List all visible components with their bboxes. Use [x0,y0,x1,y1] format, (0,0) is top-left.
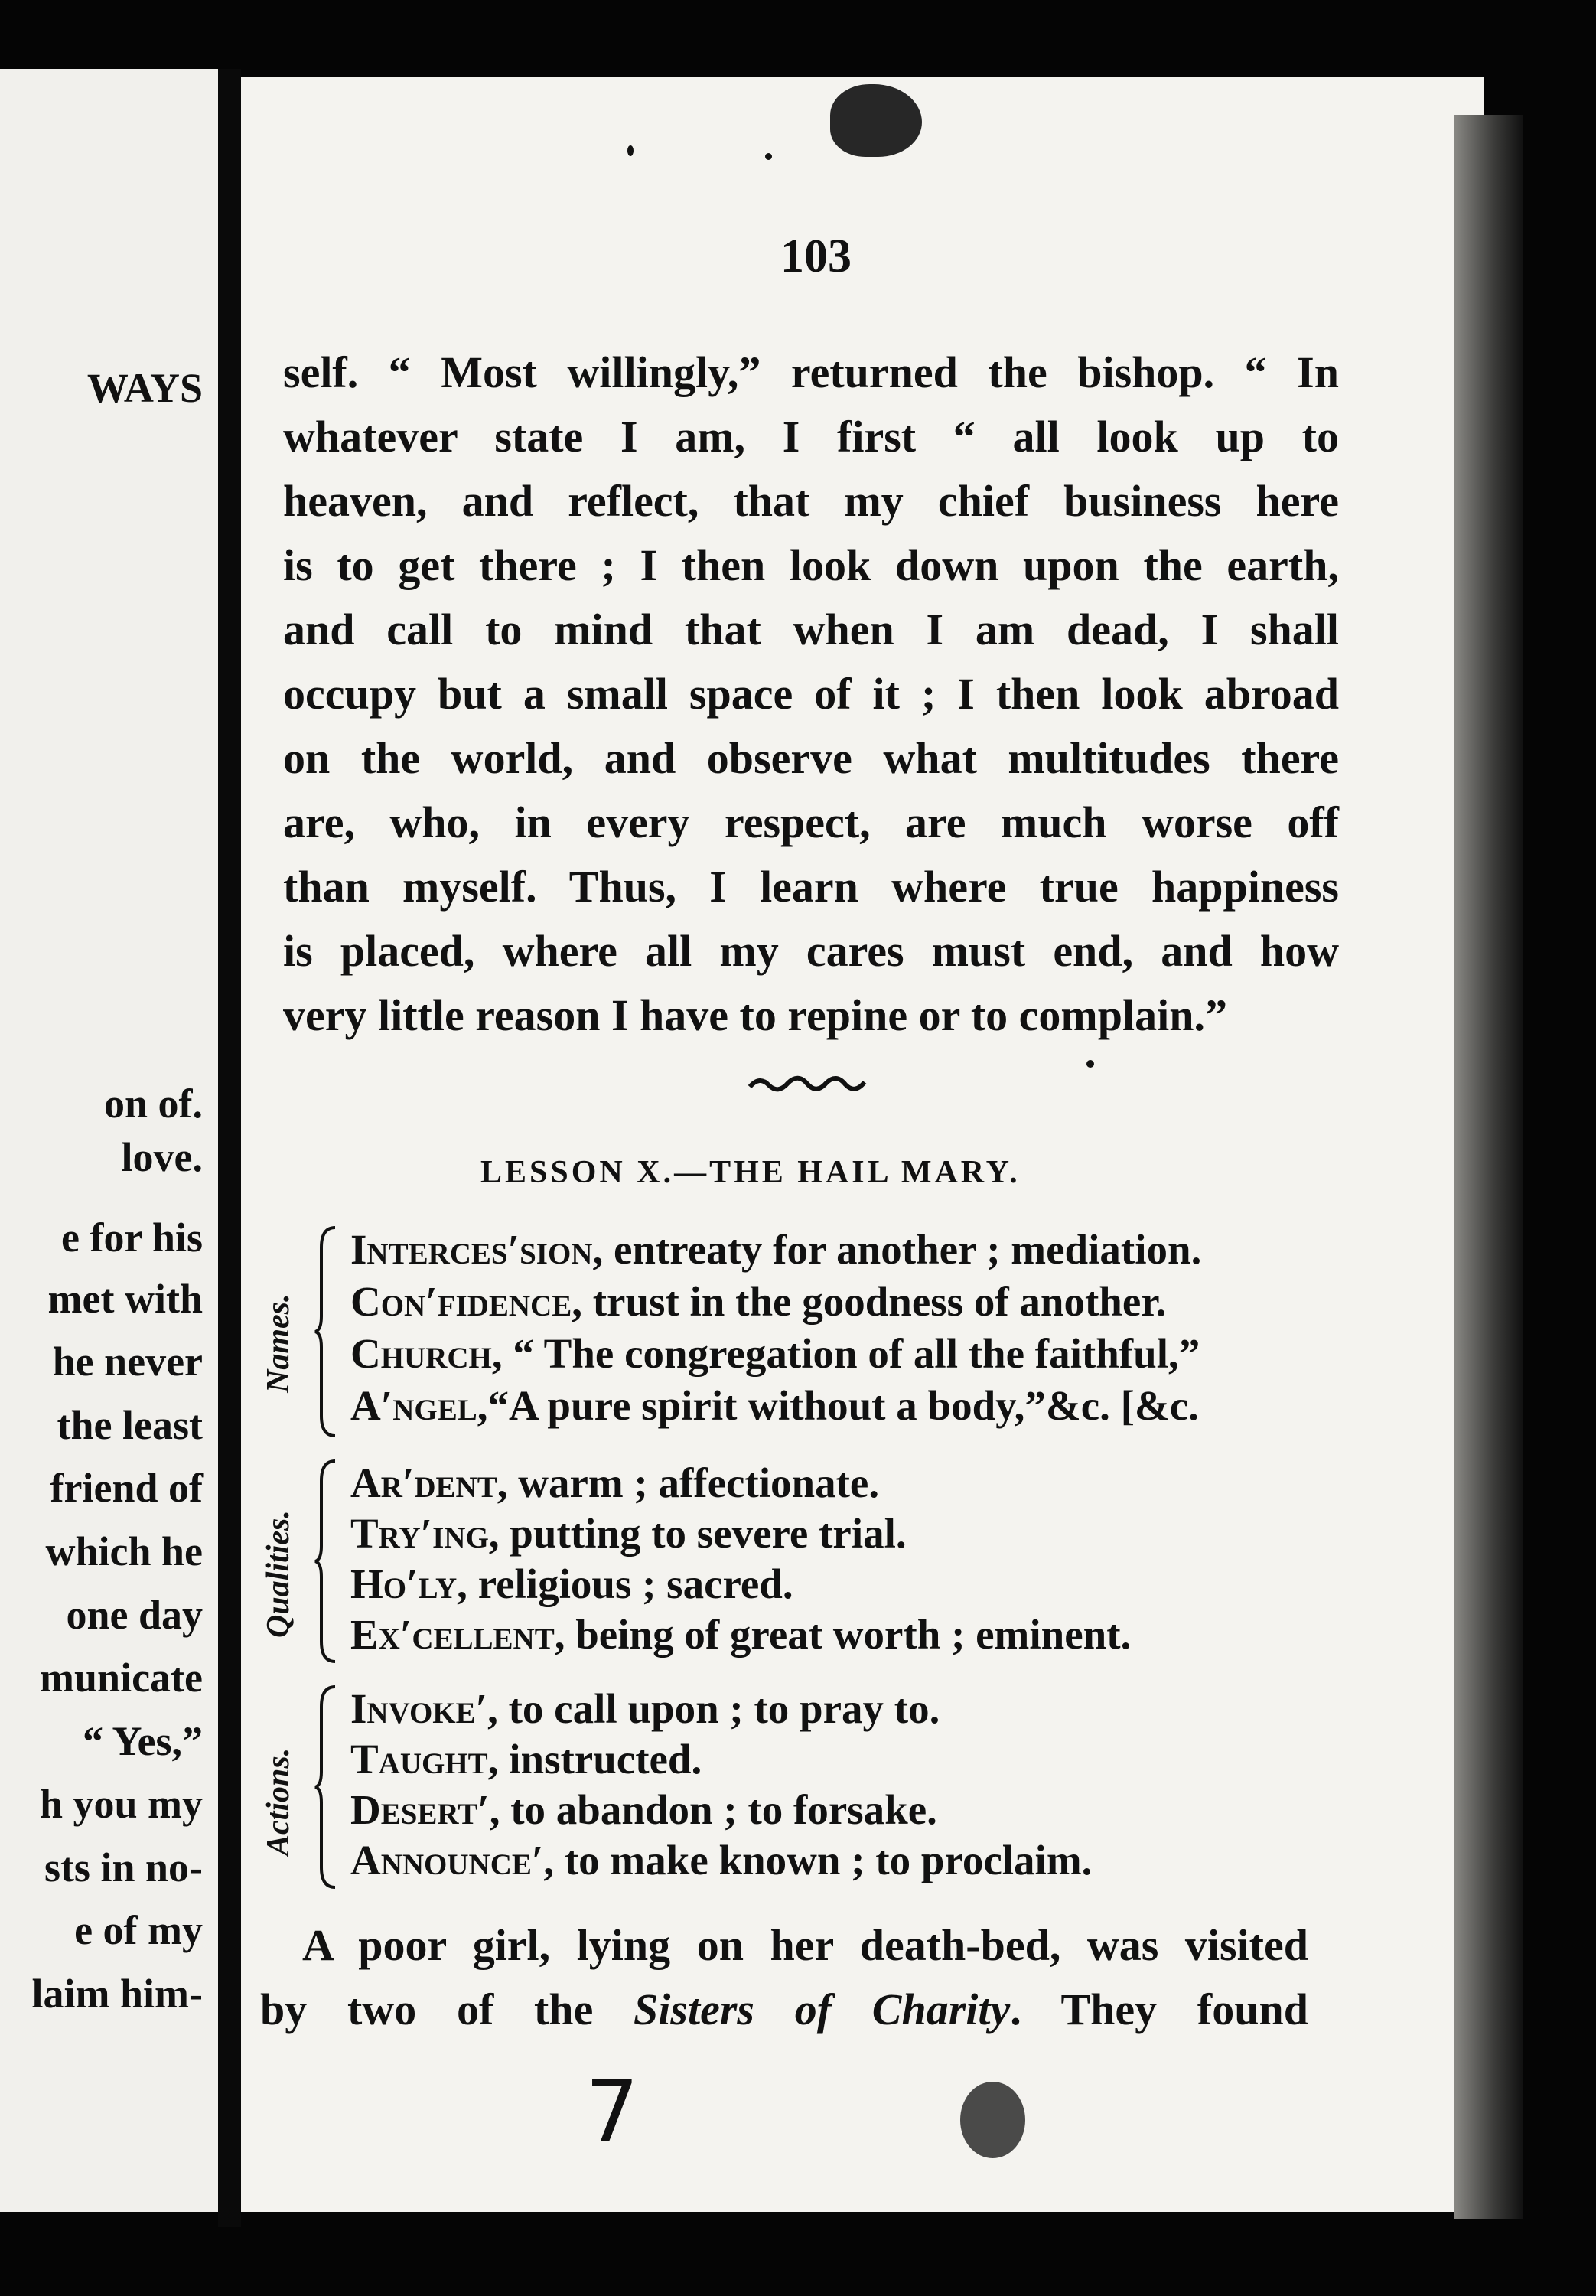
vocab-word: Ar′dent, [350,1459,508,1506]
text-line: heaven, and reflect, that my chief business here [283,476,1339,526]
text-line: occupy but a small space of it ; I then look abroad [283,669,1339,719]
text-line: is to get there ; I then look down upon the earth, [283,540,1339,590]
left-page-fragment: municate [40,1655,203,1701]
text-line: whatever state I am, I first “ all look up to [283,412,1339,461]
group-label-names: Names. [261,1293,296,1393]
book-gutter [218,69,241,2227]
vocab-entry [350,1734,702,1785]
vocab-word: Try′ing, [350,1510,500,1557]
vocab-definition: warm ; affectionate. [507,1459,880,1506]
left-page-fragment: love. [121,1134,203,1180]
vocab-definition: to call upon ; to pray to. [497,1685,940,1732]
page-edge-shadow [1454,115,1523,2219]
left-page-fragment: the least [57,1402,203,1448]
text-line: self. “ Most willingly,” returned the bishop. “ In [283,347,1339,397]
left-page-fragment: he never [52,1339,203,1384]
vocab-definition: “ The congregation of all the faithful,” [502,1330,1200,1377]
text-line: A poor girl, lying on her death-bed, was visited [302,1920,1308,1970]
vocab-entry [350,1458,879,1508]
bottom-paragraph [260,1913,1308,2042]
top-paragraph [283,341,1339,1048]
brace-icon [314,1225,337,1439]
brace-icon [314,1458,337,1665]
vocab-word: Interces′sion, [350,1226,604,1273]
left-page-fragment: laim him- [31,1971,203,2017]
vocab-entry [350,1609,1131,1660]
vocab-definition: putting to severe trial. [499,1510,907,1557]
left-page-fragment: friend of [50,1465,203,1511]
text-line: than myself. Thus, I learn where true happiness [283,862,1339,912]
vocab-word: Desert′, [350,1786,500,1833]
vocab-definition: being of great worth ; eminent. [565,1611,1132,1658]
group-label-actions: Actions. [261,1747,296,1856]
group-label-qualities: Qualities. [261,1510,296,1638]
left-page-fragment: h you my [39,1781,203,1827]
vocab-definition: to make known ; to proclaim. [554,1837,1093,1883]
left-page-fragment: e of my [74,1907,203,1953]
text-line: are, who, in every respect, are much worse off [283,797,1339,847]
lesson-title: LESSON X.—THE HAIL MARY. [480,1155,1021,1190]
vocab-entry [350,1381,1199,1431]
text-line: is placed, where all my cares must end, and how [283,926,1339,976]
left-page-fragment: one day [66,1592,203,1638]
left-page-fragment: “ Yes,” [83,1718,203,1764]
vocab-definition: religious ; sacred. [467,1561,793,1607]
left-page-fragment: WAYS [86,365,203,411]
vocab-definition: entreaty for another ; mediation. [603,1226,1202,1273]
left-page [0,69,223,2212]
ink-stain-bottom [960,2082,1025,2158]
vocab-entry [350,1508,907,1559]
actions-group [260,1684,1347,1890]
text-segment: . They found [1010,1985,1308,2034]
vocab-word: Announce′, [350,1837,555,1883]
ink-stain-top [830,84,922,157]
vocab-entry [350,1785,937,1835]
text-line: on the world, and observe what multitudes there [283,733,1339,783]
speck [1086,1060,1094,1068]
handwritten-mark: 7 [585,2063,639,2161]
left-page-fragment: on of. [103,1081,203,1127]
vocab-word: Invoke′, [350,1685,498,1732]
vocab-word: Ex′cellent, [350,1611,565,1658]
text-line: and call to mind that when I am dead, I shall [283,605,1339,654]
vocab-word: Ho′ly, [350,1561,467,1607]
vocab-entry [350,1277,1166,1327]
left-page-fragment: met with [47,1276,203,1322]
vocab-word: Taught, [350,1736,499,1782]
speck [627,145,634,156]
vocab-entry [350,1559,793,1609]
ornament-divider [746,1071,868,1094]
vocab-entry [350,1225,1201,1275]
vocab-definition: instructed. [498,1736,702,1782]
text-segment: by two of the [260,1985,634,2034]
qualities-group [260,1458,1347,1665]
text-line: very little reason I have to repine or to complain.” [283,990,1227,1040]
vocab-definition: to abandon ; to forsake. [500,1786,937,1833]
left-page-fragment: sts in no- [44,1844,203,1890]
page-number: 103 [780,230,852,282]
vocab-word: A′ngel, [350,1382,488,1429]
left-page-fragment: e for his [61,1215,203,1261]
vocab-entry [350,1835,1092,1886]
brace-icon [314,1684,337,1890]
vocab-entry [350,1684,940,1734]
vocab-entry [350,1329,1200,1379]
vocab-definition: “A pure spirit without a body,”&c. [&c. [487,1382,1199,1429]
text-line [260,1978,1308,2042]
vocab-word: Con′fidence, [350,1278,582,1325]
left-page-fragment: which he [45,1528,203,1574]
vocab-word: Church, [350,1330,503,1377]
vocab-definition: trust in the goodness of another. [581,1278,1167,1325]
names-group [260,1225,1347,1439]
italic-text: Sisters of Charity [634,1985,1011,2034]
speck [765,153,772,160]
